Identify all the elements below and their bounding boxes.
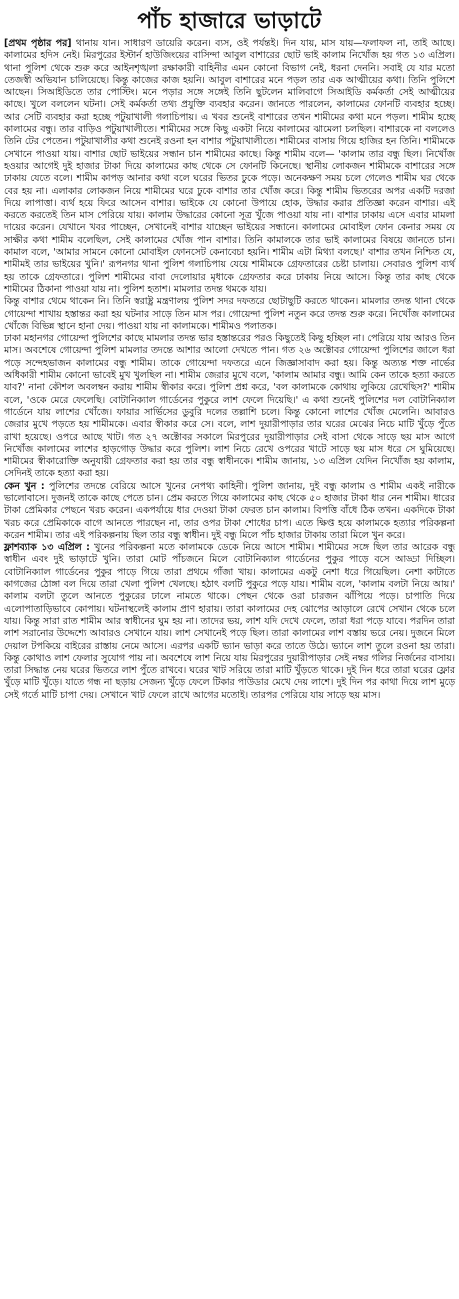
continuation-marker: [প্রথম পৃষ্ঠার পর] (4, 38, 72, 49)
headline: পাঁচ হাজারে ভাড়াটে (137, 8, 322, 34)
subhead-flashback: ফ্লাশব্যাক ১৩ এপ্রিল : (4, 542, 90, 554)
paragraph-text: খুনের পরিকল্পনা মতে কালামকে ডেকে নিয়ে আসে শামীম। শামীমের সঙ্গে ছিল তার আরেক বন্ধু স্বাধীন এবং দুই ভাড়াটে খুনি। তারা মোট পাঁচজনে মিলে বোটানিক্যাল গার্ডেনের পুকুর পাড়ে বসে আড্ডা দিচ্ছিল। বোটানিক্যাল গার্ডেনের পুকুর পাড়ে গিয়ে তারা প্রথমে গাঁজা খায়। কালামের একটু নেশা ধরে গিয়েছিল। নেশা কাটাতে কাগজের ঠোঙ্গা বল দিয়ে তারা খেলা পুলিশ খেলছে। হঠাৎ বলটি পুকুরে পড়ে যায়। শামীম বলে, 'কালাম বলটা নিয়ে আয়।' কালাম বলটা তুলে আনতে পুকুরের ঢালে নামতে থাকে। পেছন থেকে ওরা চারজন ঝাঁপিয়ে পড়ে। চাপাতি দিয়ে এলোপাতাড়িভাবে কোপায়। ঘটনাস্থলেই কালাম প্রাণ হারায়। তারা কালামের দেহ ঝোপের আড়ালে রেখে সেখান থেকে চলে যায়। কিন্তু সারা রাত শামীম আর স্বাধীনের ঘুম হয় না। তাদের ভয়, লাশ যদি দেখে ফেলে, তারা ধরা পড়ে যাবে। পরদিন তারা লাশ সরানোর উদ্দেশ্যে আবারও সেখানে যায়। লাশ সেখানেই পড়ে ছিল। তারা কালামের লাশ বস্তায় ভরে নেয়। দুজনে মিলে দেয়াল টপকিয়ে বাইরের রাস্তায় নেমে আসে। এরপর একটি ভ্যান ভাড়া করে তাতে উঠে। ভ্যানে লাশ তুলে রওনা হয় তারা। কিন্তু কোথাও লাশ ফেলার সুযোগ পায় না। অবশেষে লাশ নিয়ে যায় মিরপুরের দুয়ারীপাড়ার সেই নম্বর গলির নির্জনের বাসায়। তারা সিদ্ধান্ত নেয় ঘরের ভিতরে লাশ পুঁতে রাখবে। ঘরের খাট সরিয়ে তারা মাটি খুঁড়তে থাকে। দুই দিন ধরে তারা ঘরের ফ্লোর খুঁড়ে মাটি খুঁড়ে। যাতে গন্ধ না ছড়ায় সেজন্য খুঁড়ে ফেলে টিকার পাউডার মেখে দেয় লাশে। দুই দিন পর কাথা দিয়ে লাশ মুড়ে সেই গর্তে মাটি চাপা দেয়। সেখানে খাট ফেলে রাখে আগের মতোই। তারপর পেরিয়ে যায় সাড়ে ছয় মাস। (4, 542, 455, 701)
paragraph-4 (4, 481, 455, 542)
paragraph-5 (4, 542, 455, 702)
paragraph-text: থানায় যান। সাধারণ ডায়েরি করেন। ব্যস, ওই পর্যন্তই। দিন যায়, মাস যায়—ফলাফল না, তাই আছে। কালামের হদিস নেই। মিরপুরের ইস্টার্ন হাউজিংয়ের বাসিন্দা আবুল বাশারের ছোট ভাই কালাম নিখোঁজ হয় গত ১৩ এপ্রিল। থানা পুলিশ থেকে শুরু করে আইনশৃঙ্খলা রক্ষাকারী বাহিনীর এমন কোনো বিভাগ নেই, ধরনা দেননি। সবাই যে যার মতো তেজস্বী অভিযান চালিয়েছে। কিন্তু কাজের কাজ হয়নি। আবুল বাশারের মনে পড়ল তার এক আত্মীয়ের কথা। তিনি পুলিশে আছেন। সিআইডিতে তার পোস্টিং। মনে পড়ার সঙ্গে সঙ্গেই তিনি ছুটলেন মালিবাগে সিআইডি কর্মকর্তা সেই আত্মীয়ের কাছে। খুলে বললেন ঘটনা। সেই কর্মকর্তা তথ্য প্রযুক্তি ব্যবহার করেন। জানতে পারলেন, কালামের ফোনটি ব্যবহার হচ্ছে। আর সেটি ব্যবহার করা হচ্ছে পটুয়াখালী গলাচিপায়। এ খবর শুনেই বাশারের তখন শামীমের কথা মনে পড়ল। শামীম হচ্ছে কালামের বন্ধু। তার বাড়িও পটুয়াখালীতে। শামীমের সঙ্গে কিছু একটা নিয়ে কালামের ঝামেলা চলছিল। বাশারকে না বললেও তিনি টের পেতেন। পটুয়াখালীর কথা শুনেই রওনা হন বাশার পটুয়াখালীতে। শামীমের বাসায় গিয়ে হাজির হন তিনি। শামীমকে সেখানে পাওয়া যায়। বাশার ছোট ভাইয়ের সন্ধান চান শামীমের কাছে। কিন্তু শামীম বলে— 'কালাম তার বন্ধু ছিল। নিখোঁজ হওয়ার আগেই দুই হাজার টাকা দিয়ে কালামের কাছ থেকে সে ফোনটি কিনেছে। স্থানীয় লোকজন শামীমকে বাশারের সঙ্গে ঢাকায় যেতে বলে। শামীম কাপড় আনার কথা বলে ঘরের ভিতর ঢুকে পড়ে। অনেকক্ষণ সময় চলে গেলেও শামীম ঘর থেকে বের হয় না। এলাকার লোকজন নিয়ে শামীমের ঘরে ঢুকে বাশার তার খোঁজ করে। কিন্তু শামীম ভিতরের অপর একটি দরজা দিয়ে লাপাত্তা। ব্যর্থ হয়ে ফিরে আসেন বাশার। ভাইকে যে কোনো উপায়ে হোক, উদ্ধার করার প্রতিজ্ঞা করেন বাশার। এই করতে করতেই তিন মাস পেরিয়ে যায়। কালাম উদ্ধারের কোনো সূত্র খুঁজে পাওয়া যায় না। বাশার ঢাকায় এসে এবার মামলা দায়ের করেন। যেখানে খবর পাচ্ছেন, সেখানেই বাশার যাচ্ছেন ভাইয়ের সন্ধানে। কালামের মোবাইল ফোন কেনার সময় যে সাক্ষীর কথা শামীম বলেছিল, সেই কালামের খোঁজ পান বাশার। তিনি কামালকে তার ভাই কালামের বিষয়ে জানতে চান। কামাল বলে, 'আমার সামনে কোনো মোবাইল ফোনসেট কেনাবেচা হয়নি। শামীম এটা মিথ্যা বলছে।' বাশার তখন নিশ্চিত যে, শামীমই তার ভাইয়ের খুনি।' রূপনগর থানা পুলিশ গলাচিপায় যেয়ে শামীমকে গ্রেফতারের চেষ্টা চালায়। সেবারও পুলিশ ব্যর্থ হয় তাকে গ্রেফতারে। পুলিশ শামীমের বাবা দেলোয়ার মৃধাকে গ্রেফতার করে ঢাকায় নিয়ে আসে। কিন্তু তার কাছ থেকে শামীমের ঠিকানা পাওয়া যায় না। পুলিশ হতাশ। মামলার তদন্ত থমকে যায়। (4, 38, 455, 295)
paragraph-text: ঢাকা মহানগর গোয়েন্দা পুলিশের কাছে মামলার তদন্ত ভার হস্তান্তরের পরও কিছুতেই কিছু হচ্ছিল না। পেরিয়ে যায় আরও তিন মাস। অবশেষে গোয়েন্দা পুলিশ মামলার তদন্তে আশার আলো দেখতে পান। গত ২৬ অক্টোবর গোয়েন্দা পুলিশের জালে ধরা পড়ে সন্দেহভাজন কালামের বন্ধু শামীম। তাকে গোয়েন্দা দফতরে এনে জিজ্ঞাসাবাদ করা হয়। কিন্তু অত্যন্ত শক্ত নার্ভের অধিকারী শামীম কোনো ভাবেই মুখ খুলছিল না। শামীম জেরার মুখে বলে, 'কালাম আমার বন্ধু। আমি কেন তাকে হত্যা করতে যাব?' নানা কৌশল অবলম্বন করায় শামীম স্বীকার করে। পুলিশ প্রশ্ন করে, 'বল কালামকে কোথায় লুকিয়ে রেখেছিস?' শামীম বলে, 'ওকে মেরে ফেলেছি। বোটানিক্যাল গার্ডেনের পুকুরে লাশ ফেলে দিয়েছি।' এ কথা শুনেই পুলিশের দল বোটানিক্যাল গার্ডেনে যায় লাশের খোঁজে। ফায়ার সার্ভিসের ডুবুরি দলের তল্লাশি চলে। কিন্তু কোনো লাশের খোঁজ মেলেনি। আবারও জেরার মুখে পড়তে হয় শামীমকে। এবার স্বীকার করে সে। বলে, লাশ দুয়ারীপাড়ার তার ঘরের মেঝের নিচে মাটি খুঁড়ে পুঁতে রাখা হয়েছে। ওপরে আছে খাট। গত ২৭ অক্টোবর সকালে মিরপুরের দুয়ারীপাড়ার সেই বাসা থেকে সাড়ে ছয় মাস আগে নিখোঁজ কালামের লাশের হাড়গোড় উদ্ধার করে পুলিশ। লাশ নিচে রেখে ওপরের খাটে সাড়ে ছয় মাস ধরে সে ঘুমিয়েছে। শামীমের স্বীকারোক্তি অনুযায়ী গ্রেফতার করা হয় তার বন্ধু স্বাধীনকে। শামীম জানায়, ১৩ এপ্রিল যেদিন নিখোঁজ হয় কালাম, সেদিনই তাকে হত্যা করা হয়। (4, 333, 455, 480)
article-body (4, 38, 455, 702)
cropped-top-line (4, 0, 455, 6)
paragraph-text: কিন্তু বাশার থেমে থাকেন নি। তিনি স্বরাষ্ট্র মন্ত্রণালয় পুলিশ সদর দফতরে ছোটাছুটি করতে থাকেন। মামলার তদন্ত থানা থেকে গোয়েন্দা শাখায় হস্তান্তর করা হয় ঘটনার সাড়ে তিন মাস পর। গোয়েন্দা পুলিশ নতুন করে তদন্ত শুরু করে। নিখোঁজ কালামের খোঁজে বিভিন্ন স্থানে হানা দেয়। পাওয়া যায় না কালামকে। শামীমও পলাতক। (4, 296, 455, 332)
subhead-why-murder: কেন খুন : (4, 480, 45, 492)
paragraph-3 (4, 333, 455, 481)
paragraph-2 (4, 296, 455, 333)
paragraph-text: পুলিশের তদন্তে বেরিয়ে আসে খুনের নেপথ্য কাহিনী। পুলিশ জানায়, দুই বন্ধু কালাম ও শামীম একই নারীকে ভালোবাসে। দুজনই তাকে কাছে পেতে চান। প্রেম করতে গিয়ে কালামের কাছ থেকে ৫০ হাজার টাকা ধার নেন শামীম। ধারের টাকা প্রেমিকার পেছনে খরচ করেন। একপর্যায়ে ধার দেওয়া টাকা ফেরত চান কালাম। বিপত্তি বাঁধে ঠিক তখন। একদিকে টাকা খরচ করে প্রেমিকাকে বাগে আনতে পারছেন না, তার ওপর টাকা শোধের চাপ। এতে ক্ষিপ্ত হয়ে কালামকে হত্যার পরিকল্পনা করেন শামীম। তার এই পরিকল্পনায় ছিল তার বন্ধু স্বাধীন। দুই বন্ধু মিলে পাঁচ হাজার টাকায় তারা মিলে খুন করে। (4, 480, 456, 541)
paragraph-1 (4, 38, 455, 296)
